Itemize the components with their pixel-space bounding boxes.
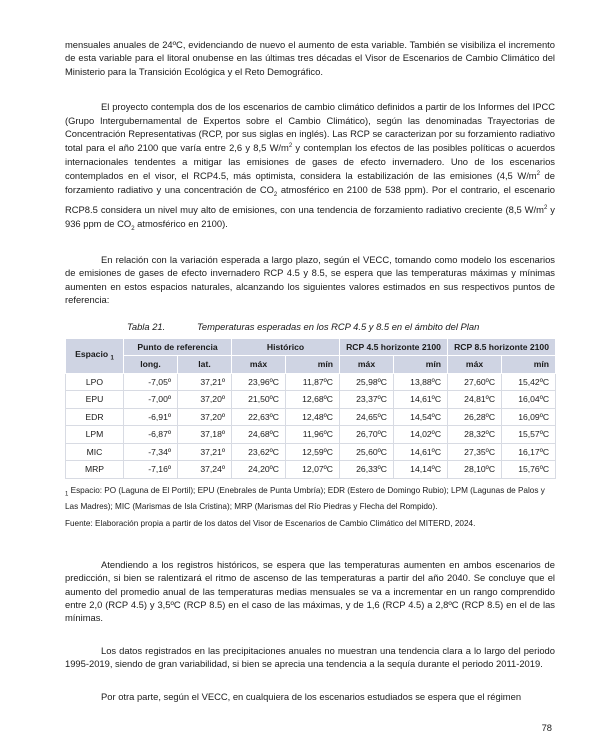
header-rcp85-max: máx bbox=[448, 356, 502, 374]
header-rcp85-min: mín bbox=[502, 356, 556, 374]
paragraph-2-part-b: y contemplan los efectos de las posibles políticas o acuerdos internacionales tendentes a mitigar las emisiones de gases de efecto invernadero. Uno de los escenarios contemplados en el visor, el RCP4.5, más optimista, considera la estabilización de las emisiones (4,5 W/m bbox=[65, 142, 555, 182]
table-footnote: $_1$ Espacio: PO (Laguna de El Portil); EPU (Enebrales de Punta Umbría); EDR (Estero de Domingo Rubio); LPM (Lagunas de Palos y Las Madres); MIC (Marismas de Isla Cristina); MRP (Marismas del Río Piedras y Flecha del Rompido). bbox=[65, 485, 545, 511]
header-hist-min: mín bbox=[286, 356, 340, 374]
header-espacio: Espacio $_1$ bbox=[66, 338, 124, 373]
subscript-2-b: 2 bbox=[131, 225, 135, 232]
table-source: Fuente: Elaboración propia a partir de los datos del Visor de Escenarios de Cambio Climático del MITERD, 2024. bbox=[65, 519, 476, 529]
header-punto-referencia: Punto de referencia bbox=[124, 338, 232, 356]
header-hist-max: máx bbox=[232, 356, 286, 374]
header-historico: Histórico bbox=[232, 338, 340, 356]
table-row: MRP -7,16º 37,24º 24,20ºC 12,07ºC 26,33ºC 14,14ºC 28,10ºC 15,76ºC bbox=[66, 461, 556, 479]
paragraph-1: mensuales anuales de 24ºC, evidenciando de nuevo el aumento de esta variable. También se visibiliza el incremento de esta variable para el litoral onubense en las últimas tres décadas el Visor de Escenarios de Cambio Climático del Ministerio para la Transición Ecológica y el Reto Demográfico. bbox=[65, 39, 555, 77]
table-row: EPU -7,00º 37,20º 21,50ºC 12,68ºC 23,37ºC 14,61ºC 24,81ºC 16,04ºC bbox=[66, 391, 556, 409]
paragraph-2-part-c: de forzamiento radiativo y una concentración de CO bbox=[65, 170, 555, 195]
paragraph-2-part-f: atmosférico en 2100). bbox=[134, 217, 228, 229]
table-caption bbox=[127, 321, 555, 332]
superscript-2-b: 2 bbox=[536, 171, 540, 178]
header-rcp85: RCP 8.5 horizonte 2100 bbox=[448, 338, 556, 356]
paragraph-2-part-e: y 936 ppm de CO bbox=[65, 204, 555, 229]
paragraph-5: Los datos registrados en las precipitaciones anuales no muestran una tendencia clara a lo largo del periodo 1995-2019, siendo de gran variabilidad, si bien se aprecia una tendencia a la sequía durante el periodo 2011-2019. bbox=[65, 644, 555, 670]
table-row: LPO -7,05º 37,21º 23,96ºC 11,87ºC 25,98ºC 13,88ºC 27,60ºC 15,42ºC bbox=[66, 373, 556, 391]
header-lat: lat. bbox=[178, 356, 232, 374]
table-row: MIC -7,34º 37,21º 23,62ºC 12,59ºC 25,60ºC 14,61ºC 27,35ºC 16,17ºC bbox=[66, 443, 556, 461]
document-page bbox=[65, 38, 555, 703]
table-notes bbox=[65, 485, 555, 530]
header-long: long. bbox=[124, 356, 178, 374]
page-number: 78 bbox=[541, 722, 552, 733]
paragraph-2-part-d: atmosférico en 2100 de 538 ppm). Por el contrario, el escenario RCP8.5 considera un nivel muy alto de emisiones, con una tendencia de forzamiento radiativo creciente (8,5 W/m bbox=[65, 183, 556, 216]
paragraph-6: Por otra parte, según el VECC, en cualquiera de los escenarios estudiados se espera que el régimen bbox=[101, 690, 522, 702]
superscript-2-c: 2 bbox=[543, 205, 548, 212]
paragraph-4: Atendiendo a los registros históricos, se espera que las temperaturas aumenten en ambos escenarios de predicción, si bien se ralentizará el ritmo de ascenso de las temperaturas a partir del año 2040. Se concluye que el aumento del promedio anual de las temperaturas medias mensuales se va a incrementar en un rango comprendido entre 2,0 (RCP 4.5) y 3,5ºC (RCP 8.5) en el caso de las máximas, y de 1,6 (RCP 4.5) a 2,8ºC (RCP 8.5) en el de las mínimas. bbox=[65, 558, 555, 624]
temperature-table bbox=[65, 338, 556, 479]
paragraph-2 bbox=[65, 100, 555, 236]
table-row: LPM -6,87º 37,18º 24,68ºC 11,96ºC 26,70ºC 14,02ºC 28,32ºC 15,57ºC bbox=[66, 426, 556, 444]
superscript-2-a: 2 bbox=[288, 143, 293, 150]
table-caption-number: Tabla 21. bbox=[127, 320, 166, 332]
table-caption-text: Temperaturas esperadas en los RCP 4.5 y 8.5 en el ámbito del Plan bbox=[197, 320, 480, 332]
paragraph-3: En relación con la variación esperada a largo plazo, según el VECC, tomando como modelo los escenarios de emisiones de gases de efecto invernadero RCP 4.5 y 8.5, se espera que las temperaturas máximas y mínimas aumenten en estos espacios naturales, alcanzando los siguientes valores estimados en sus respectivos puntos de referencia: bbox=[65, 254, 555, 306]
header-rcp45-max: máx bbox=[340, 356, 394, 374]
table-row: EDR -6,91º 37,20º 22,63ºC 12,48ºC 24,65ºC 14,54ºC 26,28ºC 16,09ºC bbox=[66, 408, 556, 426]
subscript-2-a: 2 bbox=[273, 191, 278, 198]
header-rcp45-min: mín bbox=[394, 356, 448, 374]
header-rcp45: RCP 4.5 horizonte 2100 bbox=[340, 338, 448, 356]
paragraph-2-part-a: El proyecto contempla dos de los escenarios de cambio climático definidos a partir de los Informes del IPCC (Grupo Intergubernamental de Expertos sobre el Cambio Climático), según las denominadas Trayectorias de Concentración Representativas (RCP, por sus siglas en inglés). Las RCP se caracterizan por su forzamiento radiativo total para el año 2100 que varía entre 2,6 y 8,5 W/m bbox=[65, 101, 555, 154]
